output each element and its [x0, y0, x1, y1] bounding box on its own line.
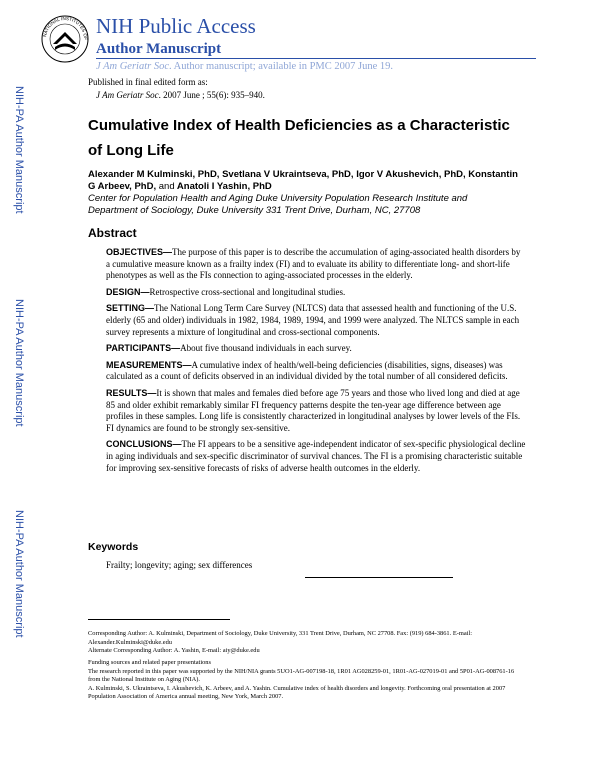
footnote-divider	[88, 619, 230, 620]
abstract-conclusions	[106, 439, 526, 474]
header-divider	[96, 58, 536, 59]
abstract-body	[106, 247, 526, 479]
abstract-setting	[106, 303, 526, 338]
presentation-text: A. Kulminski, S. Ukraintseva, I. Akushevich, K. Arbeev, and A. Yashin. Cumulative index of health disorders and longevity. Forthcoming oral presentation at 2007 Population Association of America annual meeting, New York, March 2007.	[88, 684, 506, 701]
article-title: Cumulative Index of Health Deficiencies as a Characteristic of Long Life	[88, 117, 510, 159]
authors-last: Anatoli I Yashin, PhD	[176, 181, 272, 192]
side-label-bottom: NIH-PA Author Manuscript	[13, 510, 25, 638]
section-label: PARTICIPANTS—	[106, 343, 181, 354]
abstract-results	[106, 388, 526, 434]
authors-and: and	[158, 181, 175, 192]
author-manuscript-subtitle: Author Manuscript	[96, 41, 222, 57]
corresponding-author: Corresponding Author: A. Kulminski, Department of Sociology, Duke University, 331 Trent Drive, Durham, NC 27708. Fax: (919) 684-3861. E-mail: Alexander.Kulminski@duke.edu	[88, 630, 472, 646]
section-label: CONCLUSIONS—	[106, 439, 182, 450]
citation-details: . 2007 June ; 55(6): 935–940.	[158, 90, 265, 100]
keywords-divider	[305, 577, 453, 578]
citation-journal: J Am Geriatr Soc	[96, 90, 159, 100]
nih-public-access-title: NIH Public Access	[96, 14, 256, 38]
section-label: RESULTS—	[106, 387, 157, 398]
published-note: Published in final edited form as:	[88, 77, 208, 87]
journal-availability	[96, 60, 393, 73]
alternate-author: Alternate Corresponding Author: A. Yashin, E-mail: aiy@duke.edu	[88, 647, 260, 655]
abstract-objectives	[106, 247, 526, 282]
affiliation: Center for Population Health and Aging Duke University Population Research Institute and Department of Sociology, Duke University 331 Trent Drive, Durham, NC, 27708	[88, 193, 468, 216]
section-text: About five thousand individuals in each survey.	[180, 343, 352, 354]
correspondence-footnote	[88, 630, 518, 656]
side-label-middle: NIH-PA Author Manuscript	[13, 299, 25, 427]
abstract-measurements	[106, 360, 526, 383]
citation	[96, 89, 265, 101]
journal-note: . Author manuscript; available in PMC 2007 June 19.	[169, 61, 393, 72]
section-label: SETTING—	[106, 303, 155, 314]
funding-text: The research reported in this paper was supported by the NIH/NIA grants 5UO1-AG-007198-18, 1R01 AG028259-01, 1R01-AG-027019-01 and 5P01-AG-008761-16 from the National Institute on Aging (NIA).	[88, 667, 515, 684]
abstract-heading: Abstract	[88, 226, 137, 240]
author-list	[88, 169, 518, 193]
keywords-list: Frailty; longevity; aging; sex differences	[106, 560, 253, 570]
journal-abbrev: J Am Geriatr Soc	[96, 61, 170, 72]
logo-text: NATIONAL INSTITUTES OF	[42, 15, 89, 41]
abstract-participants	[106, 343, 526, 355]
side-label-top: NIH-PA Author Manuscript	[13, 86, 25, 214]
section-text: The National Long Term Care Survey (NLTCS) data that assessed health and functioning of the U.S. elderly (65 and older) individuals in 1982, 1984, 1989, 1994, and 1999 were analyzed. The NLTCS sample in each survey represents a mixture of longitudinal and cross-sectional components.	[106, 303, 520, 337]
section-text: A cumulative index of health/well-being deficiencies (disabilities, signs, diseases) was calculated as a count of deficits observed in an individual divided by the total number of all considered deficits.	[106, 359, 508, 382]
section-text: The FI appears to be a sensitive age-independent indicator of sex-specific physiological decline in aging individuals and sex-specific discriminator of survival chances. The FI is a promising characteristic suitable for improving sex-sensitive forecasts of risks of adverse health outcomes in the elderly.	[106, 439, 526, 473]
abstract-design	[106, 287, 526, 299]
section-label: MEASUREMENTS—	[106, 359, 192, 370]
section-text: It is shown that males and females died before age 75 years and those who lived long and died at age 85 and older exhibit remarkably similar FI frequency patterns despite the ten-year age difference between age profiles in these samples. Long life is consistently characterized in longitudinal analyses by lower levels of the FIs. FI dynamics are found to be strongly sex-sensitive.	[106, 387, 521, 433]
authors-main: Alexander M Kulminski, PhD, Svetlana V Ukraintseva, PhD, Igor V Akushevich, PhD, Konstantin G Arbeev, PhD,	[88, 169, 518, 192]
keywords-heading: Keywords	[88, 541, 139, 553]
funding-footnote	[88, 659, 518, 702]
funding-heading: Funding sources and related paper presentations	[88, 659, 211, 666]
section-text: The purpose of this paper is to describe the accumulation of aging-associated health disorders by a cumulative measure known as a frailty index (FI) and to evaluate its ability to differentiate long- and short-life phenotypes as well as the FIs connection to aging-associated processes in the elderly.	[106, 247, 521, 281]
nih-logo	[40, 14, 90, 64]
section-text: Retrospective cross-sectional and longitudinal studies.	[149, 286, 346, 297]
section-label: OBJECTIVES—	[106, 247, 173, 257]
section-label: DESIGN—	[106, 286, 150, 297]
